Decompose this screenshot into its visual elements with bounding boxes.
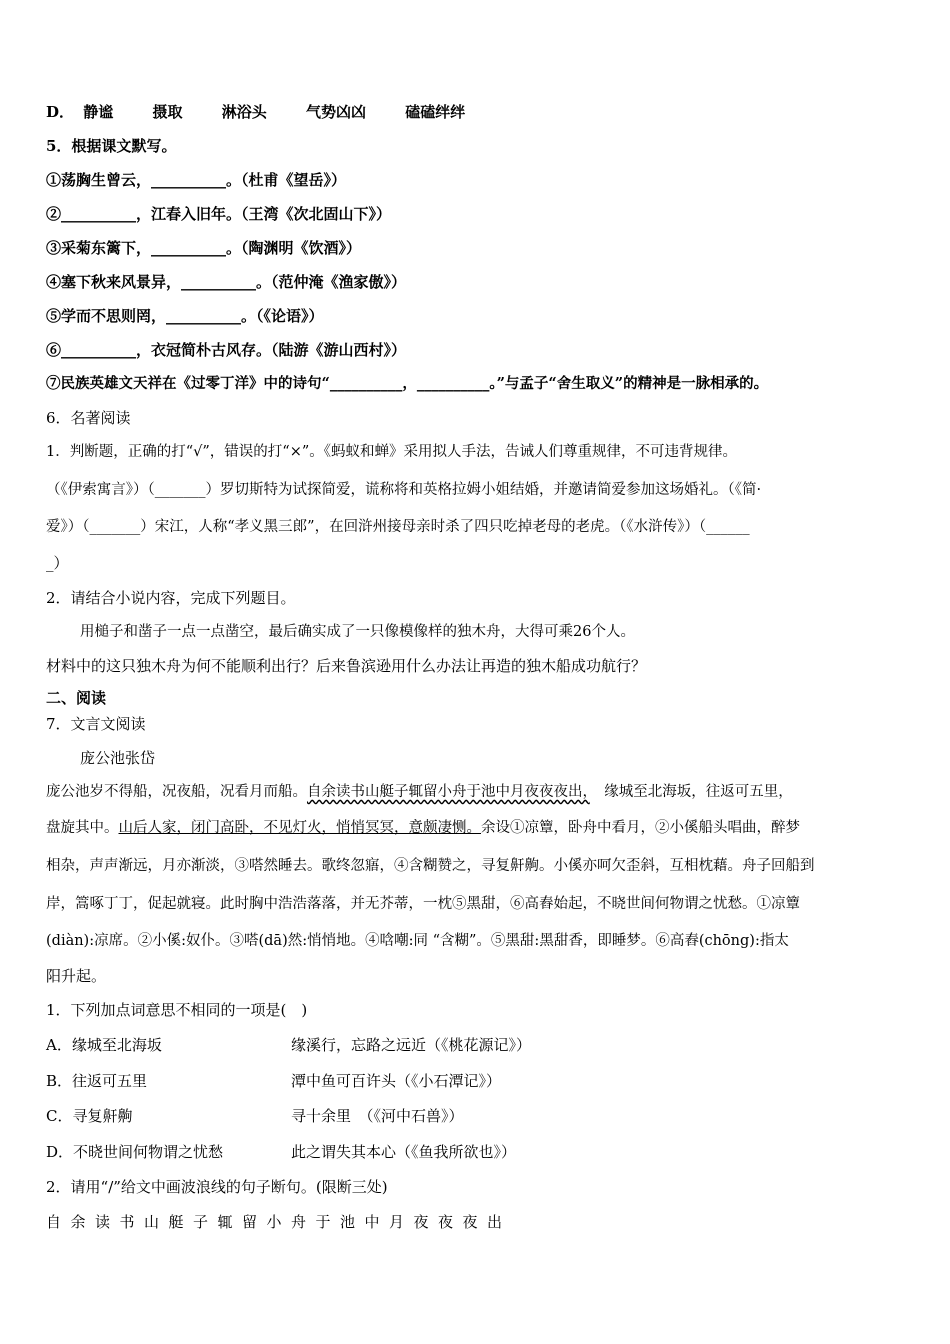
option-compare: 缘溪行，忘路之远近（《桃花源记》）: [291, 1036, 532, 1054]
q5-title: 5．根据课文默写。: [46, 137, 177, 155]
char: 山: [144, 1213, 160, 1231]
q6-paragraph-line: _）: [46, 554, 69, 572]
q6-paragraph-line: 爱》）（_______）宋江，人称“孝义黑三郎”，在回浒州接母亲时杀了四只吃掉老母的老虎。（《水浒传》）（______: [46, 519, 750, 535]
option-row: [46, 1035, 908, 1055]
article-footnote-line: (diàn):凉席。②小傒:奴仆。③嗒(dā)然:悄悄地。④唅嘲:同 “含糊”。⑤黑甜:黑甜香，即睡梦。⑥高舂(chōng):指太: [46, 933, 789, 949]
q6-question: 材料中的这只独木舟为何不能顺利出行？后来鲁滨逊用什么办法让再造的独木船成功航行？: [46, 657, 647, 675]
char: 夜: [462, 1213, 478, 1231]
option-row: [46, 1142, 908, 1162]
option-compare: 潭中鱼可百许头（《小石潭记》）: [291, 1072, 502, 1090]
article-text: 缘城至北海坂，往返可五里，: [589, 784, 793, 800]
char: 余: [70, 1213, 86, 1231]
char: 夜: [413, 1213, 429, 1231]
q4-word: 淋浴头: [221, 103, 267, 121]
q5-item: ⑦民族英雄文天祥在《过零丁洋》中的诗句“__________，__________。”与孟子“舍生取义”的精神是一脉相承的。: [46, 375, 769, 392]
char: 小: [266, 1213, 282, 1231]
option-label: A．缘城至北海坂: [46, 1036, 162, 1054]
char: 艇: [168, 1213, 184, 1231]
q4-word: 摄取: [152, 103, 183, 121]
q4-word: 静谧: [83, 103, 114, 121]
option-label: D．不晓世间何物谓之忧愁: [46, 1143, 224, 1161]
wavy-sentence: 自余读书山艇子辄留小舟于池中月夜夜夜出，: [307, 784, 590, 800]
article-text: 庞公池岁不得船，况夜船，况看月而船。: [46, 784, 307, 800]
q5-item: ③采菊东篱下，__________。（陶渊明《饮酒》）: [46, 239, 362, 257]
q7-sub1: 1．下列加点词意思不相同的一项是( ): [46, 1001, 308, 1019]
section-heading: 二、阅读: [46, 689, 107, 707]
option-row: [46, 1071, 908, 1091]
q6-quote: 用槌子和凿子一点一点凿空，最后确实成了一只像模像样的独木舟，大得可乘26个人。: [80, 624, 635, 640]
q4-option-d: [46, 102, 465, 122]
char: 出: [487, 1213, 503, 1231]
q4-option-d-label: D．: [46, 103, 75, 121]
char: 池: [340, 1213, 356, 1231]
char: 中: [364, 1213, 380, 1231]
q6-title: 6．名著阅读: [46, 409, 131, 427]
char-sequence: [46, 1212, 512, 1232]
q4-word: 气势凶凶: [306, 103, 367, 121]
char: 读: [95, 1213, 111, 1231]
option-row: [46, 1106, 908, 1126]
article-line: [46, 818, 800, 838]
q5-item: ⑤学而不思则罔，__________。（《论语》）: [46, 307, 324, 325]
q7-title: 7．文言文阅读: [46, 715, 146, 733]
article-line: [46, 782, 793, 802]
option-label: B．往返可五里: [46, 1072, 148, 1090]
underlined-sentence: 山后人家，闭门高卧，不见灯火，悄悄冥冥，意颇凄恻。: [118, 820, 481, 836]
option-label: C．寻复鼾齁: [46, 1107, 133, 1125]
q5-item: ②__________，江春入旧年。（王湾《次北固山下》）: [46, 205, 392, 223]
option-compare: 此之谓失其本心（《鱼我所欲也》）: [291, 1143, 517, 1161]
article-text: 余设①凉簟，卧舟中看月，②小傒船头唱曲，醉梦: [481, 820, 800, 836]
article-line: 岸，篙啄丁丁，促起就寝。此时胸中浩浩落落，并无芥蒂，一枕⑤黑甜，⑥高舂始起，不晓世间何物谓之忧愁。①凉簟: [46, 896, 800, 912]
char: 舟: [291, 1213, 307, 1231]
char: 辄: [217, 1213, 233, 1231]
q6-subtitle: 2．请结合小说内容，完成下列题目。: [46, 589, 296, 607]
article-title: 庞公池张岱: [80, 749, 156, 767]
q5-item: ⑥__________，衣冠简朴古风存。（陆游《游山西村》）: [46, 341, 407, 359]
article-text: 盘旋其中。: [46, 820, 119, 836]
char: 夜: [438, 1213, 454, 1231]
char: 于: [315, 1213, 331, 1231]
q6-paragraph-line: （《伊索寓言》）（_______）罗切斯特为试探简爱，谎称将和英格拉姆小姐结婚，并邀请简爱参加这场婚礼。（《简·: [46, 482, 762, 498]
char: 月: [389, 1213, 405, 1231]
char: 留: [242, 1213, 258, 1231]
article-line: 相杂，声声渐远，月亦渐淡，③嗒然睡去。歌终忽寤，④含糊赞之，寻复鼾齁。小傒亦呵欠歪斜，互相枕藉。舟子回船到: [46, 858, 815, 874]
q7-sub2: 2．请用“/”给文中画波浪线的句子断句。(限断三处): [46, 1178, 388, 1196]
option-compare: 寻十余里 （《河中石兽》）: [291, 1107, 464, 1125]
char: 书: [119, 1213, 135, 1231]
article-footnote-line: 阳升起。: [46, 967, 107, 985]
q5-item: ④塞下秋来风景异，__________。（范仲淹《渔家傲》）: [46, 273, 407, 291]
char: 自: [46, 1213, 62, 1231]
q4-word: 磕磕绊绊: [405, 103, 466, 121]
char: 子: [193, 1213, 209, 1231]
q6-paragraph-line: 1．判断题，正确的打“√”，错误的打“×”。《蚂蚁和蝉》采用拟人手法，告诫人们尊重规律，不可违背规律。: [46, 444, 738, 460]
q5-item: ①荡胸生曾云，__________。（杜甫《望岳》）: [46, 171, 347, 189]
